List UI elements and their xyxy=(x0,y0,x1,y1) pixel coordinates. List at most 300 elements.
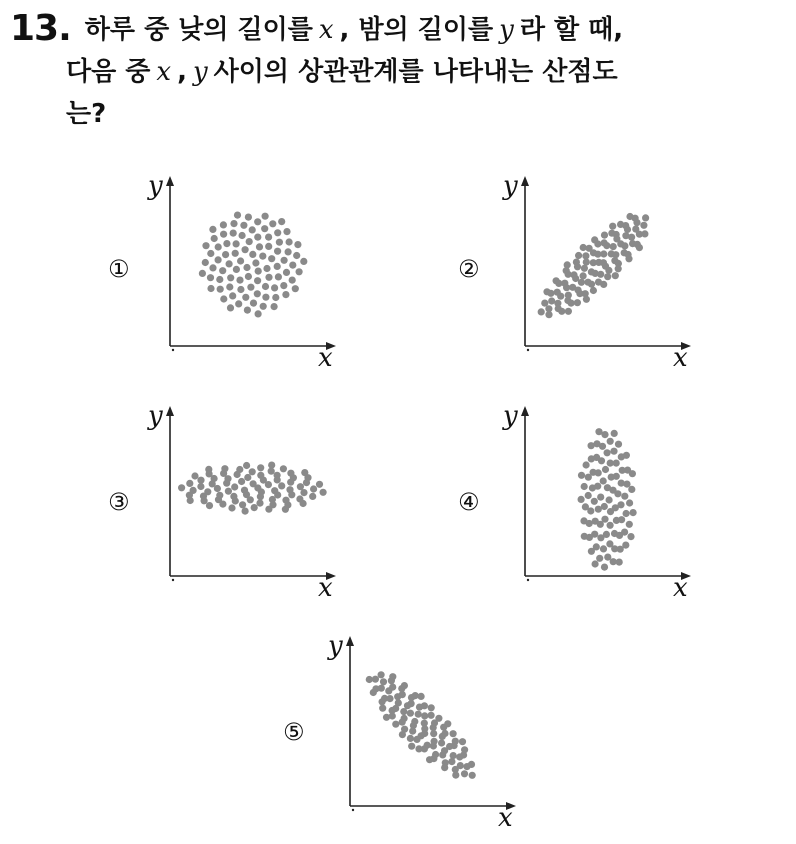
scatter-point xyxy=(202,259,209,266)
scatter-point xyxy=(207,250,214,257)
scatter-point xyxy=(232,497,239,504)
question-text: 는? xyxy=(66,99,107,129)
scatter-point xyxy=(392,721,399,728)
scatter-point xyxy=(235,300,242,307)
scatter-point xyxy=(268,462,275,469)
scatter-point xyxy=(435,715,442,722)
scatter-point xyxy=(595,428,602,435)
y-axis-label: y xyxy=(148,171,163,201)
scatter-point xyxy=(282,506,289,513)
scatter-point xyxy=(239,232,246,239)
scatter-point xyxy=(254,218,261,225)
scatter-point xyxy=(600,281,607,288)
scatter-point xyxy=(407,735,414,742)
y-axis-arrow xyxy=(521,176,529,186)
scatter-point xyxy=(408,700,415,707)
scatter-point xyxy=(316,481,323,488)
scatter-point xyxy=(604,449,611,456)
scatter-point xyxy=(450,752,457,759)
scatter-point xyxy=(244,307,251,314)
scatter-point xyxy=(289,277,296,284)
scatter-point xyxy=(294,241,301,248)
scatter-point xyxy=(580,244,587,251)
scatter-point xyxy=(468,761,475,768)
scatter-point xyxy=(426,756,433,763)
scatter-point xyxy=(573,259,580,266)
variable-y: y xyxy=(499,15,514,45)
scatter-point xyxy=(229,292,236,299)
choice-label-3[interactable]: ③ xyxy=(108,488,130,516)
question-line-3 xyxy=(10,93,790,135)
scatter-point xyxy=(621,529,628,536)
scatter-point xyxy=(197,483,204,490)
scatter-point xyxy=(282,291,289,298)
scatter-point xyxy=(565,308,572,315)
scatter-point xyxy=(614,490,621,497)
scatter-point xyxy=(608,230,615,237)
y-axis-label: y xyxy=(328,631,343,661)
scatter-point xyxy=(243,462,250,469)
scatter-point xyxy=(629,470,636,477)
choice-label-2[interactable]: ② xyxy=(458,255,480,283)
scatter-point xyxy=(309,493,316,500)
origin-mark xyxy=(172,349,174,351)
scatter-point xyxy=(408,743,415,750)
scatter-point xyxy=(421,712,428,719)
scatter-point xyxy=(448,758,455,765)
scatter-plot-5 xyxy=(320,630,520,833)
scatter-point xyxy=(441,730,448,737)
origin-mark xyxy=(527,579,529,581)
scatter-point xyxy=(554,289,561,296)
scatter-point xyxy=(421,720,428,727)
scatter-point xyxy=(275,273,282,280)
scatter-point xyxy=(209,264,216,271)
scatter-plot-3 xyxy=(140,400,340,603)
scatter-point xyxy=(231,483,238,490)
scatter-point xyxy=(256,500,263,507)
scatter-point xyxy=(581,533,588,540)
scatter-point xyxy=(591,236,598,243)
scatter-point xyxy=(288,491,295,498)
scatter-point xyxy=(389,673,396,680)
scatter-point xyxy=(257,493,264,500)
question-text: 사이의 상관관계를 나타내는 산점도 xyxy=(213,57,618,87)
scatter-point xyxy=(254,290,261,297)
scatter-point xyxy=(623,452,630,459)
scatter-point xyxy=(280,465,287,472)
origin-mark xyxy=(527,349,529,351)
scatter-point xyxy=(418,693,425,700)
scatter-point xyxy=(605,267,612,274)
scatter-point xyxy=(399,731,406,738)
scatter-point xyxy=(263,265,270,272)
scatter-point xyxy=(223,240,230,247)
y-axis-arrow xyxy=(521,406,529,416)
scatter-point xyxy=(280,282,287,289)
scatter-point xyxy=(578,496,585,503)
scatter-point xyxy=(541,300,548,307)
scatter-point xyxy=(616,559,623,566)
scatter-point xyxy=(268,468,275,475)
scatter-point xyxy=(274,248,281,255)
scatter-point xyxy=(580,272,587,279)
scatter-point xyxy=(379,705,386,712)
scatter-point xyxy=(226,260,233,267)
scatter-point xyxy=(582,503,589,510)
scatter-point xyxy=(558,308,565,315)
scatter-point xyxy=(568,300,575,307)
scatter-point xyxy=(409,728,416,735)
scatter-point xyxy=(209,226,216,233)
scatter-point xyxy=(595,506,602,513)
scatter-point xyxy=(588,548,595,555)
scatter-point xyxy=(281,257,288,264)
x-axis-label: x xyxy=(318,573,333,603)
scatter-point xyxy=(234,212,241,219)
scatter-point xyxy=(575,252,582,259)
scatter-point xyxy=(597,494,604,501)
scatter-point xyxy=(262,283,269,290)
scatter-point xyxy=(300,500,307,507)
scatter-point xyxy=(199,270,206,277)
scatter-point xyxy=(615,265,622,272)
question-line-1 xyxy=(10,8,790,51)
scatter-point xyxy=(623,510,630,517)
scatter-point xyxy=(574,299,581,306)
scatter-plot-2 xyxy=(495,170,695,373)
scatter-point xyxy=(401,682,408,689)
scatter-point xyxy=(292,285,299,292)
scatter-point xyxy=(237,257,244,264)
scatter-point xyxy=(379,698,386,705)
scatter-point xyxy=(242,508,249,515)
scatter-point xyxy=(207,274,214,281)
scatter-point xyxy=(627,533,634,540)
scatter-point xyxy=(592,560,599,567)
choice-label-4[interactable]: ④ xyxy=(458,488,480,516)
scatter-point xyxy=(271,303,278,310)
scatter-point xyxy=(240,222,247,229)
scatter-point xyxy=(274,263,281,270)
scatter-point xyxy=(262,213,269,220)
scatter-point xyxy=(211,235,218,242)
scatter-point xyxy=(430,742,437,749)
scatter-point xyxy=(269,220,276,227)
scatter-point xyxy=(641,230,648,237)
scatter-point xyxy=(583,296,590,303)
question-number: 13. xyxy=(10,8,71,49)
scatter-point xyxy=(636,244,643,251)
scatter-point xyxy=(206,502,213,509)
scatter-point xyxy=(582,252,589,259)
scatter-point xyxy=(255,310,262,317)
scatter-point xyxy=(242,246,249,253)
scatter-point xyxy=(415,711,422,718)
scatter-point xyxy=(251,504,258,511)
scatter-point xyxy=(233,240,240,247)
scatter-point xyxy=(389,684,396,691)
question-text: 하루 중 낮의 길이를 xyxy=(84,15,313,45)
variable-x: x xyxy=(156,57,172,87)
scatter-point xyxy=(589,484,596,491)
scatter-point xyxy=(469,772,476,779)
scatter-point xyxy=(600,477,607,484)
scatter-point xyxy=(239,501,246,508)
scatter-point xyxy=(249,251,256,258)
scatter-point xyxy=(247,496,254,503)
origin-mark xyxy=(352,809,354,811)
scatter-point xyxy=(220,231,227,238)
scatter-point xyxy=(301,469,308,476)
question-text: 라 할 때, xyxy=(519,15,624,45)
y-axis-arrow xyxy=(166,176,174,186)
scatter-point xyxy=(366,676,373,683)
scatter-point xyxy=(205,466,212,473)
scatter-point xyxy=(596,555,603,562)
scatter-point xyxy=(600,545,607,552)
scatter-point xyxy=(228,504,235,511)
y-axis-label: y xyxy=(148,401,163,431)
scatter-point xyxy=(597,534,604,541)
scatter-point xyxy=(543,288,550,295)
scatter-point xyxy=(289,262,296,269)
scatter-point xyxy=(256,243,263,250)
scatter-point xyxy=(191,472,198,479)
scatter-point xyxy=(588,281,595,288)
scatter-point xyxy=(564,261,571,268)
scatter-point xyxy=(187,497,194,504)
scatter-point xyxy=(237,286,244,293)
scatter-point xyxy=(243,264,250,271)
scatter-point xyxy=(300,258,307,265)
scatter-point xyxy=(220,221,227,228)
scatter-point xyxy=(452,738,459,745)
scatter-point xyxy=(242,294,249,301)
scatter-point xyxy=(230,230,237,237)
scatter-point xyxy=(186,480,193,487)
scatter-point xyxy=(421,702,428,709)
x-axis-label: x xyxy=(318,343,333,373)
scatter-point xyxy=(207,285,214,292)
scatter-point xyxy=(613,473,620,480)
scatter-point xyxy=(578,472,585,479)
scatter-point xyxy=(245,273,252,280)
scatter-point xyxy=(617,501,624,508)
scatter-point xyxy=(585,474,592,481)
scatter-point xyxy=(226,283,233,290)
scatter-point xyxy=(399,719,406,726)
scatter-point xyxy=(233,266,240,273)
scatter-point xyxy=(444,720,451,727)
scatter-point xyxy=(428,712,435,719)
scatter-point xyxy=(610,243,617,250)
scatter-point xyxy=(607,522,614,529)
scatter-point xyxy=(611,430,618,437)
y-axis-label: y xyxy=(503,401,518,431)
scatter-point xyxy=(630,509,637,516)
scatter-point xyxy=(227,274,234,281)
scatter-point xyxy=(452,772,459,779)
scatter-point xyxy=(245,214,252,221)
scatter-point xyxy=(201,497,208,504)
scatter-point xyxy=(581,483,588,490)
y-axis-arrow xyxy=(166,406,174,416)
question-text: , xyxy=(177,57,187,87)
scatter-point xyxy=(320,489,327,496)
scatter-point xyxy=(296,268,303,275)
question-text: , 밤의 길이를 xyxy=(339,15,494,45)
scatter-point xyxy=(591,498,598,505)
scatter-point xyxy=(274,472,281,479)
scatter-point xyxy=(545,311,552,318)
scatter-point xyxy=(428,704,435,711)
scatter-point xyxy=(215,243,222,250)
x-axis-label: x xyxy=(673,573,688,603)
scatter-point xyxy=(597,271,604,278)
scatter-point xyxy=(250,300,257,307)
scatter-point xyxy=(265,506,272,513)
choice-label-5[interactable]: ⑤ xyxy=(283,718,305,746)
scatter-point xyxy=(604,273,611,280)
scatter-point xyxy=(585,492,592,499)
scatter-point xyxy=(588,455,595,462)
scatter-point xyxy=(252,259,259,266)
scatter-point xyxy=(271,284,278,291)
scatter-point xyxy=(613,460,620,467)
question-line-2 xyxy=(10,51,790,93)
scatter-point xyxy=(225,488,232,495)
scatter-point xyxy=(236,466,243,473)
scatter-point xyxy=(254,234,261,241)
scatter-point xyxy=(439,751,446,758)
scatter-point xyxy=(300,489,307,496)
scatter-point xyxy=(197,477,204,484)
scatter-point xyxy=(378,671,385,678)
scatter-point xyxy=(626,499,633,506)
scatter-point xyxy=(441,764,448,771)
scatter-point xyxy=(227,304,234,311)
scatter-point xyxy=(246,238,253,245)
scatter-point xyxy=(249,226,256,233)
scatter-point xyxy=(268,255,275,262)
question-text: 다음 중 xyxy=(66,57,151,87)
scatter-point xyxy=(621,493,628,500)
scatter-point xyxy=(621,242,628,249)
scatter-point xyxy=(606,496,613,503)
scatter-point xyxy=(259,253,266,260)
scatter-point xyxy=(257,472,264,479)
scatter-point xyxy=(260,303,267,310)
y-axis-arrow xyxy=(346,636,354,646)
scatter-point xyxy=(283,228,290,235)
scatter-point xyxy=(276,239,283,246)
scatter-point xyxy=(265,274,272,281)
scatter-point xyxy=(459,738,466,745)
scatter-point xyxy=(222,251,229,258)
scatter-point xyxy=(217,286,224,293)
scatter-point xyxy=(286,238,293,245)
scatter-point xyxy=(220,295,227,302)
scatter-point xyxy=(618,516,625,523)
scatter-point xyxy=(219,267,226,274)
scatter-point xyxy=(278,482,285,489)
scatter-point xyxy=(272,294,279,301)
scatter-point xyxy=(287,470,294,477)
scatter-point xyxy=(625,255,632,262)
variable-y: y xyxy=(192,57,208,87)
scatter-point xyxy=(247,284,254,291)
scatter-point xyxy=(238,478,245,485)
variable-x: x xyxy=(318,15,334,45)
scatter-point xyxy=(265,234,272,241)
scatter-point xyxy=(274,229,281,236)
scatter-point xyxy=(607,438,614,445)
scatter-point xyxy=(285,248,292,255)
scatter-point xyxy=(261,225,268,232)
scatter-point xyxy=(265,243,272,250)
scatter-point xyxy=(283,269,290,276)
scatter-point xyxy=(236,277,243,284)
scatter-point xyxy=(553,277,560,284)
x-axis-label: x xyxy=(498,803,513,833)
scatter-point xyxy=(219,501,226,508)
y-axis-label: y xyxy=(503,171,518,201)
choice-label-1[interactable]: ① xyxy=(108,255,130,283)
scatter-point xyxy=(583,461,590,468)
scatter-point xyxy=(601,232,608,239)
origin-mark xyxy=(172,579,174,581)
scatter-point xyxy=(438,739,445,746)
scatter-point xyxy=(250,480,257,487)
scatter-point xyxy=(461,746,468,753)
scatter-point xyxy=(232,250,239,257)
scatter-point xyxy=(628,234,635,241)
scatter-point xyxy=(230,220,237,227)
scatter-point xyxy=(615,441,622,448)
scatter-point xyxy=(548,297,555,304)
scatter-point xyxy=(622,542,629,549)
scatter-point xyxy=(380,678,387,685)
scatter-point xyxy=(310,485,317,492)
scatter-point xyxy=(293,252,300,259)
scatter-point xyxy=(581,265,588,272)
scatter-point xyxy=(601,564,608,571)
scatter-point xyxy=(628,486,635,493)
scatter-point xyxy=(612,272,619,279)
scatter-point xyxy=(642,214,649,221)
scatter-point xyxy=(461,770,468,777)
scatter-point xyxy=(370,689,377,696)
scatter-point xyxy=(626,521,633,528)
scatter-point xyxy=(588,442,595,449)
scatter-point xyxy=(602,466,609,473)
x-axis-label: x xyxy=(673,343,688,373)
scatter-point xyxy=(626,213,633,220)
scatter-point xyxy=(278,218,285,225)
scatter-point xyxy=(609,223,616,230)
scatter-point xyxy=(583,259,590,266)
scatter-point xyxy=(254,277,261,284)
scatter-plot-4 xyxy=(495,400,695,603)
scatter-point xyxy=(202,242,209,249)
scatter-point xyxy=(590,259,597,266)
scatter-point xyxy=(413,736,420,743)
scatter-point xyxy=(590,287,597,294)
question-block xyxy=(10,8,790,135)
scatter-plot-1 xyxy=(140,170,340,373)
scatter-point xyxy=(617,221,624,228)
